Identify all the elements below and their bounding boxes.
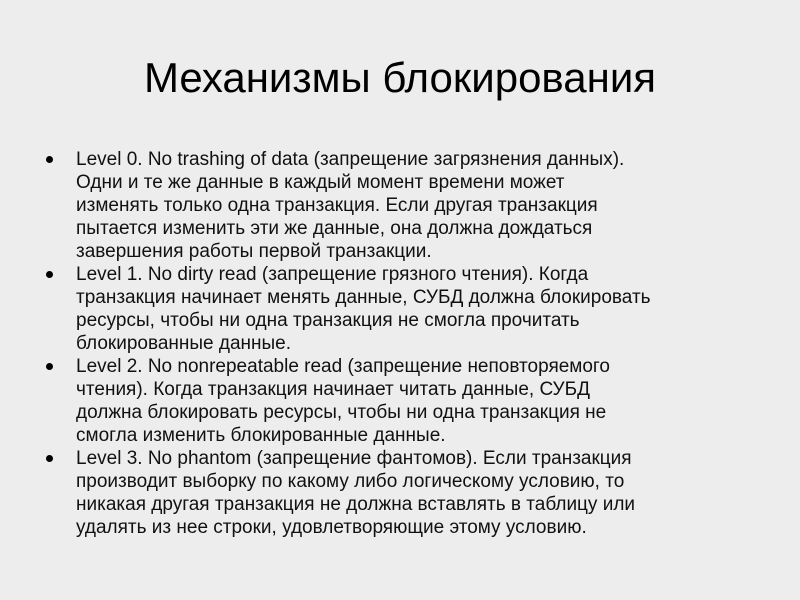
bullet-line: Level 2. No nonrepeatable read (запрещение неповторяемого xyxy=(76,356,611,377)
bullet-line: блокированные данные. xyxy=(76,333,292,354)
bullet-dot-icon xyxy=(46,455,53,462)
bullet-dot-icon xyxy=(46,363,53,370)
slide-title: Механизмы блокирования xyxy=(143,54,657,101)
bullet-line: ресурсы, чтобы ни одна транзакция не смогла прочитать xyxy=(76,310,580,331)
bullet-line: Level 0. No trashing of data (запрещение загрязнения данных). xyxy=(76,149,625,170)
bullet-dot-icon xyxy=(46,156,53,163)
bullet-item-level-1 xyxy=(76,263,766,355)
bullet-line: чтения). Когда транзакция начинает читать данные, СУБД xyxy=(76,379,590,400)
bullet-item-level-0 xyxy=(76,148,766,263)
bullet-line: смогла изменить блокированные данные. xyxy=(76,425,446,446)
bullet-line: удалять из нее строки, удовлетворяющие этому условию. xyxy=(76,517,587,538)
bullet-line: завершения работы первой транзакции. xyxy=(76,241,432,262)
bullet-list xyxy=(76,148,766,539)
bullet-line: транзакция начинает менять данные, СУБД должна блокировать xyxy=(76,287,651,308)
bullet-line: Level 1. No dirty read (запрещение грязного чтения). Когда xyxy=(76,264,589,285)
bullet-line: производит выборку по какому либо логическому условию, то xyxy=(76,471,625,492)
bullet-text xyxy=(76,355,766,447)
bullet-text xyxy=(76,148,766,263)
bullet-line: пытается изменить эти же данные, она должна дождаться xyxy=(76,218,593,239)
bullet-line: Одни и те же данные в каждый момент времени может xyxy=(76,172,565,193)
bullet-text xyxy=(76,263,766,355)
bullet-text xyxy=(76,447,766,539)
bullet-line: изменять только одна транзакция. Если другая транзакция xyxy=(76,195,598,216)
bullet-line: никакая другая транзакция не должна вставлять в таблицу или xyxy=(76,494,636,515)
bullet-item-level-3 xyxy=(76,447,766,539)
bullet-line: должна блокировать ресурсы, чтобы ни одна транзакция не xyxy=(76,402,607,423)
bullet-dot-icon xyxy=(46,271,53,278)
bullet-line: Level 3. No phantom (запрещение фантомов). Если транзакция xyxy=(76,448,632,469)
bullet-item-level-2 xyxy=(76,355,766,447)
